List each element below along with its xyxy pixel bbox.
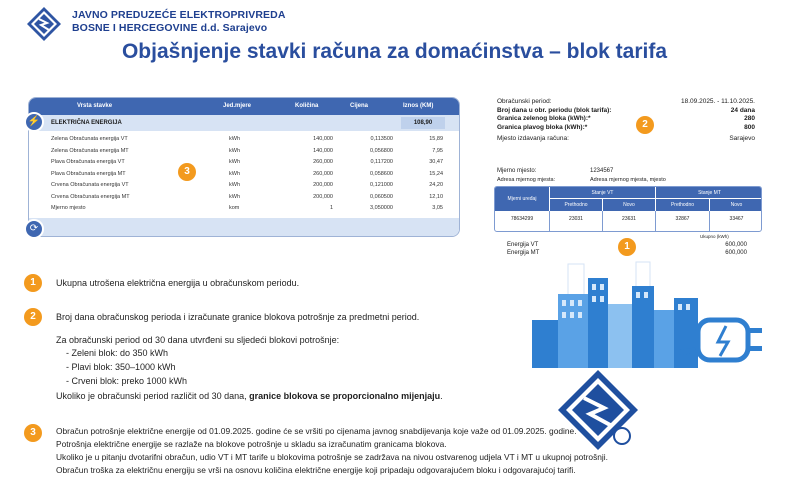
row-item: Zelena Obračunata energija VT: [51, 136, 128, 142]
row-unit: kom: [229, 205, 240, 211]
table-row: [29, 134, 459, 145]
row-price: 0,113500: [370, 136, 393, 142]
row-amount: 12,10: [429, 193, 443, 200]
explanation-2-end-text: Ukoliko je obračunski period različit od 30 dana,: [56, 391, 250, 401]
period-info-label: Obračunski period:: [497, 98, 552, 105]
explanation-3-line-1: Obračun potrošnje električne energije od 01.09.2025. godine će se vršiti po cijenama javnog snabdijevanja koje važe od 01.09.2025. godine.: [56, 426, 577, 436]
row-price: 3,050000: [370, 205, 393, 211]
row-unit: kWh: [229, 136, 240, 142]
col-header-qty: Količina: [295, 103, 319, 109]
period-info-value: 24 dana: [730, 106, 755, 114]
energy-total-label: Energija MT: [507, 250, 540, 256]
period-info-row: [497, 135, 755, 144]
company-line-2: BOSNE I HERCEGOVINE d.d. Sarajevo: [72, 22, 268, 34]
row-amount: 15,89: [429, 136, 443, 142]
row-item: Plava Obračunata energija VT: [51, 159, 125, 165]
row-unit: kWh: [229, 170, 240, 177]
block-green: - Zeleni blok: do 350 kWh: [66, 348, 169, 358]
row-qty: 200,000: [313, 193, 333, 200]
row-price: 0,058600: [370, 170, 393, 177]
row-amount: 3,05: [432, 205, 443, 211]
col-header-price: Cijena: [350, 103, 369, 109]
company-logo: [26, 6, 62, 42]
row-qty: 140,000: [313, 136, 333, 142]
explanation-3-line-4: Obračun troška za električnu energiju se vrši na osnovu količina električne energije koji pripadaju odgovarajućem bloku i odgovarajućoj tarifi.: [56, 465, 576, 475]
period-info-label: Mjesto izdavanja računa:: [497, 135, 569, 142]
section-amount: 108,90: [401, 117, 445, 129]
badge-1: 1: [24, 274, 42, 292]
row-qty: 1: [329, 205, 333, 211]
divider: [549, 211, 550, 232]
row-qty: 260,000: [313, 170, 333, 177]
meter-device-id: 78634299: [510, 216, 534, 222]
vt-prev-header: Prethodno: [550, 199, 602, 211]
meter-address-label: Adresa mjernog mjesta:: [497, 177, 556, 183]
period-info-label: Granica plavog bloka (kWh):*: [497, 123, 588, 131]
badge-3-table: 3: [178, 163, 196, 181]
vt-header: Stanje VT: [550, 187, 655, 198]
meter-address-value: Adresa mjernog mjesta, mjesto: [590, 177, 666, 183]
vt-new-header: Novo: [603, 199, 655, 211]
col-header-unit: Jed.mjere: [223, 103, 252, 109]
row-qty: 260,000: [313, 159, 333, 165]
row-item: Crvena Obračunata energija VT: [51, 182, 129, 188]
divider: [655, 211, 656, 232]
explanation-3-line-2: Potrošnja električne energije se razlaže na blokove potrošnje u skladu sa izračunatim granicama blokova.: [56, 439, 447, 449]
row-item: Mjerno mjesto: [51, 205, 86, 211]
mt-prev-value: 32867: [675, 216, 690, 222]
lightning-icon: ⚡: [24, 112, 44, 132]
section-electricity: [29, 115, 459, 131]
explanation-2-end-bold: granice blokova se proporcionalno mijenjaju: [249, 391, 441, 401]
explanation-2-end: [56, 390, 443, 403]
period-info-label: Granica zelenog bloka (kWh):*: [497, 115, 591, 122]
table-row: [29, 157, 459, 168]
divider: [602, 211, 603, 232]
table-footer: [29, 218, 459, 236]
row-price: 0,117200: [370, 159, 393, 165]
explanation-2-sub: Za obračunski period od 30 dana utvrđeni su sljedeći blokovi potrošnje:: [56, 335, 340, 345]
row-item: Plava Obračunata energija MT: [51, 170, 126, 177]
block-red: - Crveni blok: preko 1000 kWh: [66, 376, 188, 386]
badge-2: 2: [24, 308, 42, 326]
table-row: [29, 192, 459, 203]
row-unit: kWh: [229, 182, 240, 188]
row-unit: kWh: [229, 193, 240, 200]
energy-total-value: 600,000: [725, 242, 747, 248]
meter-place-value: 1234567: [590, 168, 614, 174]
period-info-value: 18.09.2025. - 11.10.2025.: [681, 98, 755, 105]
badge-3: 3: [24, 424, 42, 442]
row-qty: 140,000: [313, 147, 333, 154]
col-header-item: Vrsta stavke: [77, 103, 113, 109]
table-row: [29, 146, 459, 157]
energy-total-value: 600,000: [725, 250, 747, 256]
row-price: 0,060500: [370, 193, 393, 200]
meter-place: [497, 168, 614, 174]
company-name: [72, 9, 286, 35]
explanation-3: [56, 425, 608, 477]
meter-device-header: Mjerni uređaj: [495, 187, 549, 211]
unit-note: Ukupno (kWh): [700, 234, 729, 239]
vt-new-value: 23631: [622, 216, 636, 222]
mt-header: Stanje MT: [656, 187, 762, 198]
refresh-icon: ⟳: [24, 219, 44, 239]
divider: [709, 211, 710, 232]
explanation-2: Broj dana obračunskog perioda i izračunate granice blokova potrošnje za predmetni period.: [56, 312, 420, 322]
table-header: [29, 98, 459, 115]
table-row: [29, 180, 459, 191]
row-amount: 30,47: [429, 159, 443, 165]
period-info-row: [497, 124, 755, 133]
col-header-amount: Iznos (KM): [403, 103, 434, 109]
company-line-1: JAVNO PREDUZEĆE ELEKTROPRIVREDA: [72, 9, 286, 21]
badge-2-info: 2: [636, 116, 654, 134]
table-row: [29, 203, 459, 214]
row-amount: 7,95: [432, 147, 443, 154]
bill-items-table: [28, 97, 460, 237]
row-qty: 200,000: [313, 182, 333, 188]
row-unit: kWh: [229, 147, 240, 154]
table-row: [29, 169, 459, 180]
meter-place-label: Mjerno mjesto:: [497, 168, 537, 174]
block-blue: - Plavi blok: 350–1000 kWh: [66, 362, 176, 372]
meter-address: [497, 177, 727, 183]
explanation-3-line-3: Ukoliko je u pitanju dvotarifni obračun, udio VT i MT tarife u blokovima potrošnje se zadržava na nivou ostvarenog udjela VT i MT u ukupnoj potrošnji.: [56, 452, 608, 462]
section-name: ELEKTRIČNA ENERGIJA: [51, 120, 122, 126]
explanation-2-end-dot: .: [440, 391, 443, 401]
row-item: Crvena Obračunata energija MT: [51, 193, 130, 200]
period-info-value: Sarajevo: [729, 135, 755, 142]
mt-prev-header: Prethodno: [656, 199, 709, 211]
badge-1-totals: 1: [618, 238, 636, 256]
row-unit: kWh: [229, 159, 240, 165]
row-item: Zelena Obračunata energija MT: [51, 147, 129, 154]
explanation-1: Ukupna utrošena električna energija u obračunskom periodu.: [56, 278, 300, 288]
meter-readings-table: [494, 186, 762, 232]
period-info-value: 280: [744, 115, 755, 122]
period-info-value: 800: [744, 123, 755, 131]
energy-total-label: Energija VT: [507, 242, 539, 248]
row-price: 0,056800: [370, 147, 393, 154]
row-amount: 24,20: [429, 182, 443, 188]
row-amount: 15,24: [429, 170, 443, 177]
mt-new-value: 33467: [729, 216, 744, 222]
row-price: 0,121000: [370, 182, 393, 188]
vt-prev-value: 23031: [569, 216, 583, 222]
mt-new-header: Novo: [710, 199, 762, 211]
page-title: Objašnjenje stavki računa za domaćinstva – blok tarifa: [121, 40, 668, 63]
period-info-label: Broj dana u obr. periodu (blok tarifa):: [497, 106, 612, 114]
